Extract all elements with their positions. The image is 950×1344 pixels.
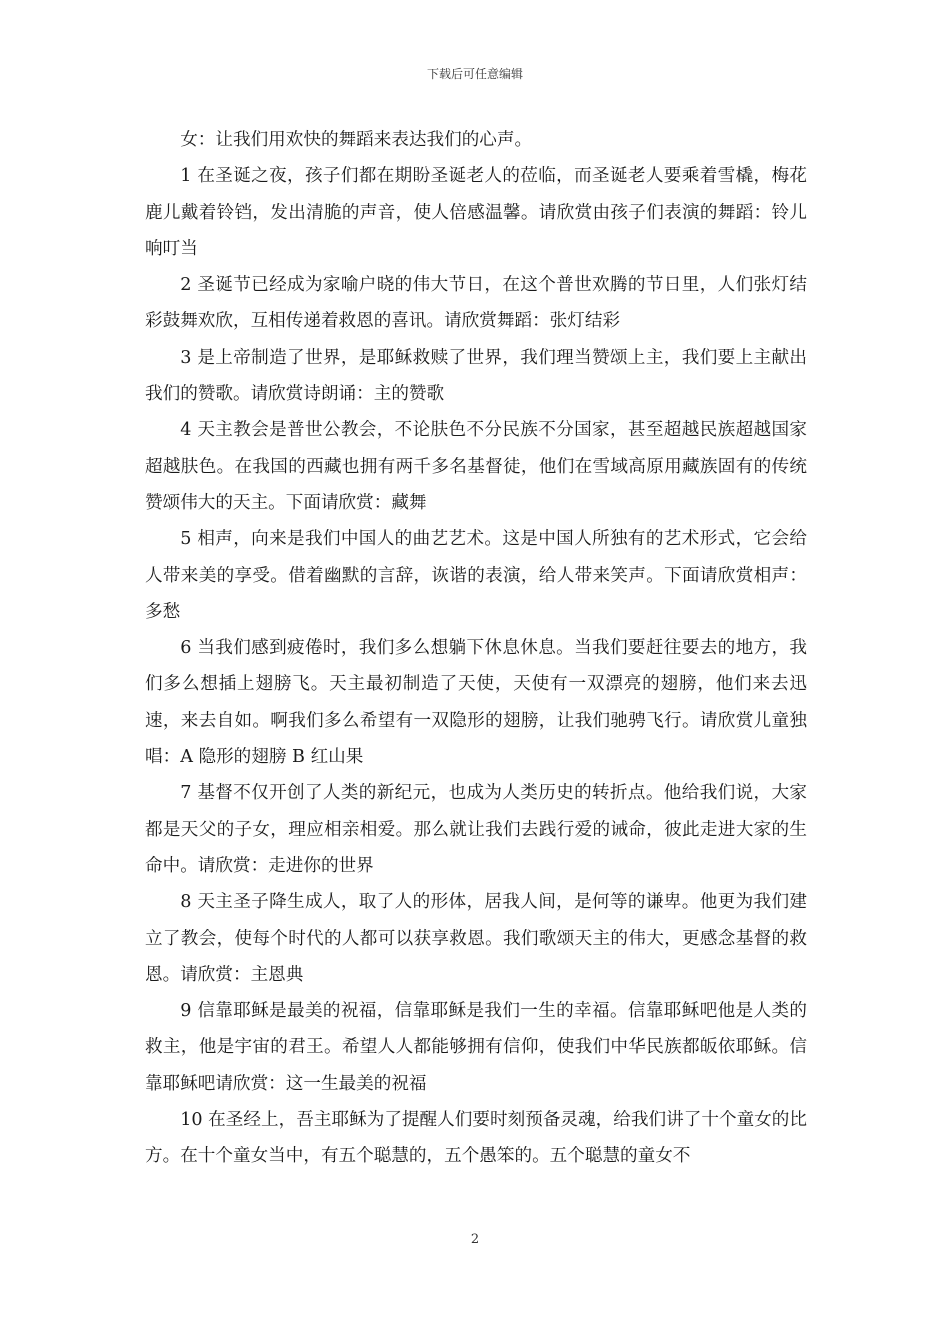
paragraph-item-2: 2 圣诞节已经成为家喻户晓的伟大节日，在这个普世欢腾的节日里，人们张灯结彩鼓舞欢欣，互相传递着救恩的喜讯。请欣赏舞蹈：张灯结彩 — [145, 275, 807, 332]
page-header: 下载后可任意编辑 — [426, 67, 523, 81]
paragraph-item-1: 1 在圣诞之夜，孩子们都在期盼圣诞老人的莅临，而圣诞老人要乘着雪橇，梅花鹿儿戴着铃铛，发出清脆的声音，使人倍感温馨。请欣赏由孩子们表演的舞蹈：铃儿响叮当 — [145, 166, 807, 259]
paragraph-item-9: 9 信靠耶稣是最美的祝福，信靠耶稣是我们一生的幸福。信靠耶稣吧他是人类的救主，他是宇宙的君王。希望人人都能够拥有信仰，使我们中华民族都皈依耶稣。信靠耶稣吧请欣赏：这一生最美的祝福 — [145, 1001, 807, 1094]
paragraph-intro: 女：让我们用欢快的舞蹈来表达我们的心声。 — [180, 130, 533, 150]
document-body — [145, 122, 807, 1175]
paragraph-item-3: 3 是上帝制造了世界，是耶稣救赎了世界，我们理当赞颂上主，我们要上主献出我们的赞歌。请欣赏诗朗诵：主的赞歌 — [145, 347, 807, 405]
paragraph-item-8: 8 天主圣子降生成人，取了人的形体，居我人间，是何等的谦卑。他更为我们建立了教会，使每个时代的人都可以获享救恩。我们歌颂天主的伟大，更感念基督的救恩。请欣赏：主恩典 — [145, 892, 807, 985]
paragraph-item-5: 5 相声，向来是我们中国人的曲艺艺术。这是中国人所独有的艺术形式，它会给人带来美的享受。借着幽默的言辞，诙谐的表演，给人带来笑声。下面请欣赏相声：多愁 — [145, 529, 807, 622]
paragraph-item-4: 4 天主教会是普世公教会，不论肤色不分民族不分国家，甚至超越民族超越国家超越肤色。在我国的西藏也拥有两千多名基督徒，他们在雪域高原用藏族固有的传统赞颂伟大的天主。下面请欣赏：藏舞 — [145, 420, 807, 513]
paragraph-item-7: 7 基督不仅开创了人类的新纪元，也成为人类历史的转折点。他给我们说，大家都是天父的子女，理应相亲相爱。那么就让我们去践行爱的诫命，彼此走进大家的生命中。请欣赏：走进你的世界 — [145, 783, 807, 876]
paragraph-item-10: 10 在圣经上，吾主耶稣为了提醒人们要时刻预备灵魂，给我们讲了十个童女的比方。在十个童女当中，有五个聪慧的，五个愚笨的。五个聪慧的童女不 — [145, 1110, 807, 1167]
paragraph-item-6: 6 当我们感到疲倦时，我们多么想躺下休息休息。当我们要赶往要去的地方，我们多么想插上翅膀飞。天主最初制造了天使，天使有一双漂亮的翅膀，他们来去迅速，来去自如。啊我们多么希望有一双隐形的翅膀，让我们驰骋飞行。请欣赏儿童独唱：A 隐形的翅膀 B 红山果 — [145, 638, 807, 768]
page-number: 2 — [470, 1232, 480, 1247]
